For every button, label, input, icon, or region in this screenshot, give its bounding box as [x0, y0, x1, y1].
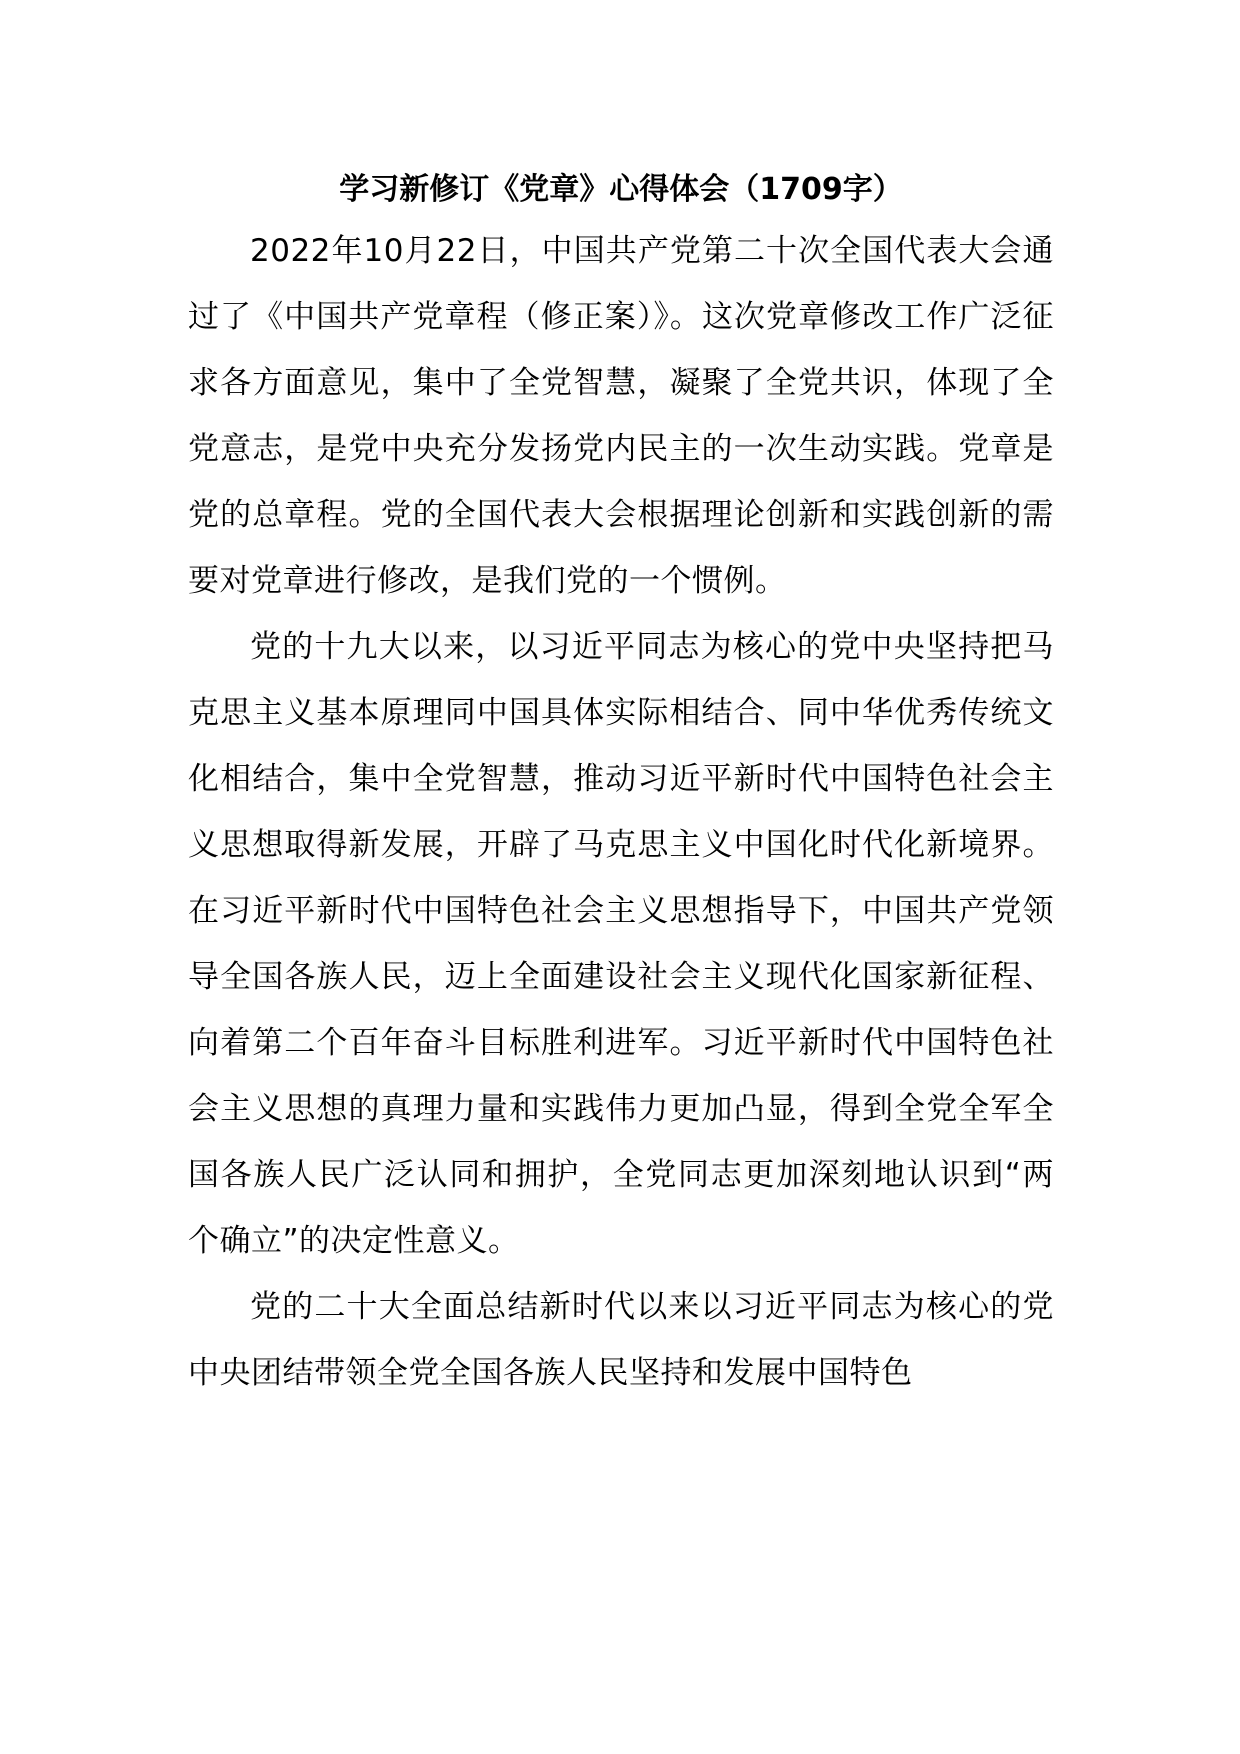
paragraph-3: 党的二十大全面总结新时代以来以习近平同志为核心的党中央团结带领全党全国各族人民坚持和发展中国特色: [188, 1289, 1054, 1391]
document-title: 学习新修订《党章》心得体会（1709字）: [339, 172, 903, 207]
paragraph-1: 2022年10月22日，中国共产党第二十次全国代表大会通过了《中国共产党章程（修正案）》。这次党章修改工作广泛征求各方面意见，集中了全党智慧，凝聚了全党共识，体现了全党意志，是党中央充分发扬党内民主的一次生动实践。党章是党的总章程。党的全国代表大会根据理论创新和实践创新的需要对党章进行修改，是我们党的一个惯例。: [188, 233, 1054, 599]
paragraph-2: 党的十九大以来，以习近平同志为核心的党中央坚持把马克思主义基本原理同中国具体实际相结合、同中华优秀传统文化相结合，集中全党智慧，推动习近平新时代中国特色社会主义思想取得新发展，开辟了马克思主义中国化时代化新境界。在习近平新时代中国特色社会主义思想指导下，中国共产党领导全国各族人民，迈上全面建设社会主义现代化国家新征程、向着第二个百年奋斗目标胜利进军。习近平新时代中国特色社会主义思想的真理力量和实践伟力更加凸显，得到全党全军全国各族人民广泛认同和拥护，全党同志更加深刻地认识到“两个确立”的决定性意义。: [188, 629, 1054, 1259]
document-content: [188, 162, 1054, 1406]
